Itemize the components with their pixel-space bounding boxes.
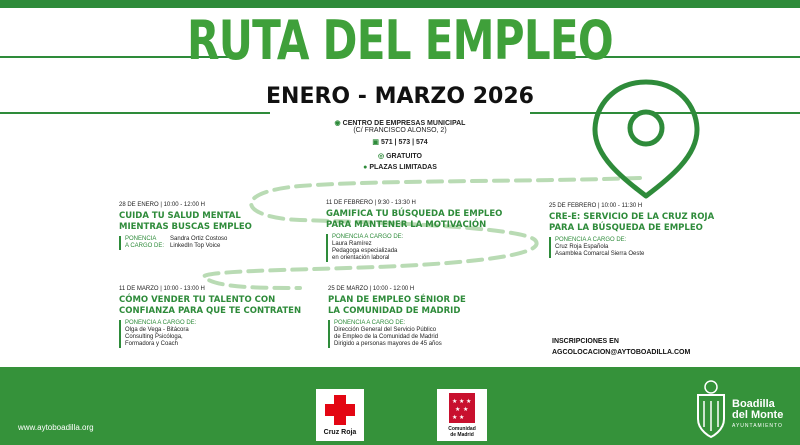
speaker-line: Pedagoga especializada — [332, 248, 398, 254]
event-date: 25 DE FEBRERO | 10:00 - 11:30 H — [549, 203, 643, 209]
comunidad-line: de Madrid — [450, 432, 474, 438]
event-title-line: LA COMUNIDAD DE MADRID — [328, 306, 461, 316]
registration-email[interactable]: AGCOLOCACION@AYTOBOADILLA.COM — [552, 349, 691, 356]
speaker-line: Dirección General del Servicio Público — [334, 327, 437, 333]
svg-text:★: ★ — [452, 414, 458, 421]
ayuntamiento-label: AYUNTAMIENTO — [732, 423, 783, 429]
bus-icon: ▣ — [372, 139, 379, 146]
bus-info — [300, 138, 500, 146]
registration-label: INSCRIPCIONES EN — [552, 338, 619, 345]
event-title-line: PARA MANTENER LA MOTIVACIÓN — [326, 220, 487, 230]
speaker-line: de Empleo de la Comunidad de Madrid — [334, 334, 439, 340]
event-date: 11 DE FEBRERO | 9:30 - 13:30 H — [326, 200, 416, 206]
page-subtitle: ENERO - MARZO 2026 — [266, 84, 534, 109]
event-card-2 — [326, 200, 516, 262]
event-title-line: CRE-E: SERVICIO DE LA CRUZ ROJA — [549, 212, 715, 222]
event-title-line: PLAN DE EMPLEO SÉNIOR DE — [328, 295, 466, 305]
footer — [0, 367, 800, 445]
comunidad-name — [437, 426, 487, 438]
event-title — [119, 295, 309, 317]
event-date: 25 DE MARZO | 10:00 - 12:00 H — [328, 286, 415, 292]
venue-address: (C/ FRANCISCO ALONSO, 2) — [353, 127, 447, 134]
svg-text:★: ★ — [459, 414, 465, 421]
speaker-line: Cruz Roja Española — [555, 244, 609, 250]
places-label: PLAZAS LIMITADAS — [369, 164, 437, 171]
website-link[interactable]: www.aytoboadilla.org — [18, 423, 94, 432]
speaker-line: Consulting Psicóloga, — [125, 334, 183, 340]
speaker-role: PONENCIA A CARGO DE: — [555, 237, 627, 243]
bus-lines: 571 | 573 | 574 — [380, 139, 428, 146]
speaker-line: Laura Ramírez — [332, 241, 372, 247]
location-icon: ◉ — [334, 120, 341, 127]
boadilla-logo — [732, 399, 783, 432]
svg-text:★: ★ — [455, 406, 461, 413]
price-label: GRATUITO — [386, 153, 422, 160]
places-info — [300, 164, 500, 171]
role-line: A CARGO DE: — [125, 243, 165, 249]
person-icon: ● — [363, 164, 368, 171]
boadilla-line: del Monte — [732, 409, 784, 421]
comunidad-line: Comunidad — [448, 426, 476, 432]
event-title — [328, 295, 528, 317]
event-speaker — [549, 237, 729, 258]
event-title — [549, 212, 729, 234]
event-card-3 — [549, 203, 729, 258]
speaker-line: Formadora y Coach — [125, 341, 179, 347]
event-card-4 — [119, 286, 309, 348]
registration-info — [552, 336, 690, 358]
event-speaker — [119, 236, 289, 250]
event-date: 28 DE ENERO | 10:00 - 12:00 H — [119, 202, 205, 208]
role-line: PONENCIA — [125, 236, 157, 242]
event-speaker — [119, 320, 309, 348]
cruz-roja-name: Cruz Roja — [323, 429, 357, 436]
event-title-line: CÓMO VENDER TU TALENTO CON — [119, 295, 276, 305]
speaker-role: PONENCIA A CARGO DE: — [334, 320, 406, 326]
venue-name: CENTRO DE EMPRESAS MUNICIPAL — [342, 120, 466, 127]
speaker-line: Dirigido a personas mayores de 45 años — [334, 341, 442, 347]
event-title-line: MIENTRAS BUSCAS EMPLEO — [119, 222, 252, 232]
event-title — [326, 209, 516, 231]
event-title-line: PARA LA BÚSQUEDA DE EMPLEO — [549, 223, 703, 233]
speaker-role: PONENCIA A CARGO DE: — [125, 320, 197, 326]
speaker-line: Olga de Vega - Bitácora — [125, 327, 189, 333]
speaker-line: LinkedIn Top Voice — [170, 243, 221, 249]
speaker-names — [170, 236, 227, 250]
event-title-line: CUIDA TU SALUD MENTAL — [119, 211, 241, 221]
event-title-line: GAMIFICA TU BÚSQUEDA DE EMPLEO — [326, 209, 503, 219]
speaker-line: en orientación laboral — [332, 255, 390, 261]
svg-text:★: ★ — [463, 406, 469, 413]
shield-icon — [694, 379, 728, 441]
boadilla-line: Boadilla — [732, 398, 775, 410]
event-card-1 — [119, 202, 289, 250]
speaker-line: Asamblea Comarcal Sierra Oeste — [555, 251, 645, 257]
event-title — [119, 211, 289, 233]
speaker-line: Sandra Ortiz Costoso — [170, 236, 228, 242]
svg-text:★: ★ — [466, 398, 472, 405]
event-title-line: CONFIANZA PARA QUE TE CONTRATEN — [119, 306, 302, 316]
speaker-role — [125, 236, 164, 250]
event-speaker — [328, 320, 528, 348]
euro-icon: ◎ — [377, 153, 385, 160]
venue-info — [300, 119, 500, 134]
event-card-5 — [328, 286, 528, 348]
event-speaker — [326, 234, 516, 262]
page-title: RUTA DEL EMPLEO — [187, 9, 613, 72]
speaker-role: PONENCIA A CARGO DE: — [332, 234, 404, 240]
svg-text:★: ★ — [452, 398, 458, 405]
price-info — [300, 152, 500, 160]
comunidad-madrid-logo — [437, 389, 487, 441]
svg-text:★: ★ — [459, 398, 465, 405]
cruz-roja-logo — [316, 389, 364, 441]
event-date: 11 DE MARZO | 10:00 - 13:00 H — [119, 286, 205, 292]
